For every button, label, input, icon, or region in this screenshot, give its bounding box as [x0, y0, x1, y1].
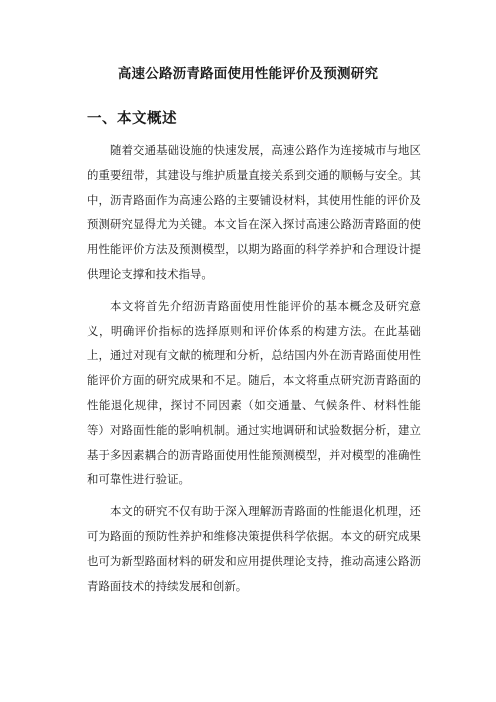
- paragraph-2: 本文将首先介绍沥青路面使用性能评价的基本概念及研究意义，明确评价指标的选择原则和评价体系的构建方法。在此基础上，通过对现有文献的梳理和分析，总结国内外在沥青路面使用性能评价方面的研究成果和不足。随后，本文将重点研究沥青路面的性能退化规律，探讨不同因素（如交通量、气候条件、材料性能等）对路面性能的影响机制。通过实地调研和试验数据分析，建立基于多因素耦合的沥青路面使用性能预测模型，并对模型的准确性和可靠性进行验证。: [87, 298, 421, 487]
- document-title: 高速公路沥青路面使用性能评价及预测研究: [117, 66, 379, 82]
- body-text: [87, 138, 421, 605]
- paragraph-1: 随着交通基础设施的快速发展，高速公路作为连接城市与地区的重要纽带，其建设与维护质量直接关系到交通的顺畅与安全。其中，沥青路面作为高速公路的主要铺设材料，其使用性能的评价及预测研究显得尤为关键。本文旨在深入探讨高速公路沥青路面的使用性能评价方法及预测模型，以期为路面的科学养护和合理设计提供理论支撑和技术指导。: [87, 143, 421, 281]
- section-heading: 一、本文概述: [87, 111, 177, 127]
- paragraph-3: 本文的研究不仅有助于深入理解沥青路面的性能退化机理，还可为路面的预防性养护和维修决策提供科学依据。本文的研究成果也可为新型路面材料的研发和应用提供理论支持，推动高速公路沥青路面技术的持续发展和创新。: [87, 504, 421, 593]
